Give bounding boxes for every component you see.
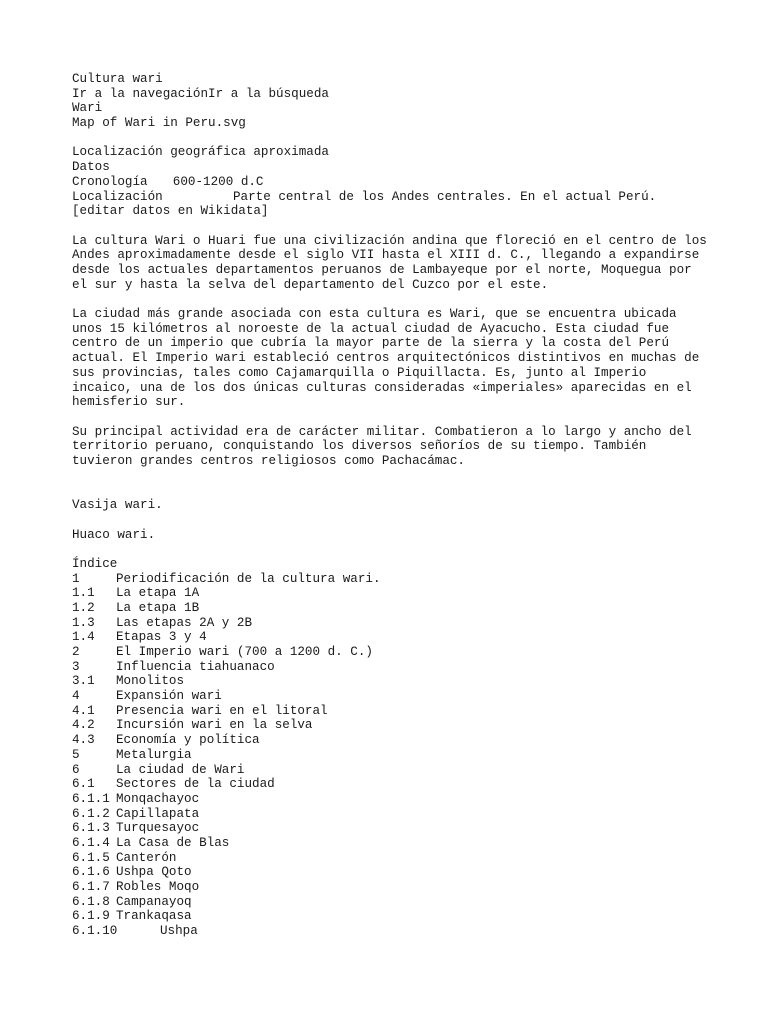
toc-item[interactable]	[72, 851, 712, 866]
toc-item-label[interactable]: Turquesayoc	[116, 821, 200, 836]
toc-item-label[interactable]: Monqachayoc	[116, 791, 200, 806]
toc-item-number: 1.4	[72, 630, 95, 645]
toc-item-number: 6.1.8	[72, 894, 110, 909]
toc-item-number: 4.1	[72, 703, 95, 718]
toc-item-number: 1.1	[72, 586, 95, 601]
toc-item-number: 6.1.3	[72, 821, 110, 836]
toc-item-label[interactable]: La ciudad de Wari	[116, 762, 245, 777]
toc-item[interactable]	[72, 777, 712, 792]
toc-item-label[interactable]: La etapa 1B	[116, 600, 200, 615]
toc-item[interactable]	[72, 880, 712, 895]
map-caption[interactable]: Map of Wari in Peru.svg	[72, 116, 246, 131]
toc-item-label[interactable]: Capillapata	[116, 806, 200, 821]
toc-item-number: 3	[72, 659, 80, 674]
toc-item-label[interactable]: Monolitos	[116, 674, 185, 689]
toc-item-label[interactable]: Ushpa Qoto	[116, 865, 192, 880]
chronology-row	[72, 175, 712, 190]
toc-item-label[interactable]: Presencia wari en el litoral	[116, 703, 328, 718]
chronology-label: Cronología	[72, 174, 148, 189]
toc-item[interactable]	[72, 586, 712, 601]
document-page	[72, 72, 712, 939]
toc-item[interactable]	[72, 689, 712, 704]
toc-item[interactable]	[72, 909, 712, 924]
toc-item-number: 5	[72, 747, 80, 762]
toc-item-number: 6.1.1	[72, 791, 110, 806]
edit-wikidata-link[interactable]: [editar datos en Wikidata]	[72, 204, 269, 219]
toc-item-number: 6.1.10	[72, 924, 118, 939]
toc-item-number: 6.1.4	[72, 835, 110, 850]
paragraph-city: La ciudad más grande asociada con esta cultura es Wari, que se encuentra ubicada unos 15 kilómetros al noroeste de la actual ciudad de Ayacucho. Esta ciudad fue centro de un imperio que cubría la mayor parte de la sierra y la costa del Perú actual. El Imperio wari estableció centros arquitectónicos distintivos en muchas de sus provincias, tales como Cajamarquilla o Piquillacta. Es, junto al Imperio incaico, una de los dos únicas culturas consideradas «imperiales» aparecidas en el hemisferio sur.	[72, 307, 700, 410]
toc-item-label[interactable]: Robles Moqo	[116, 880, 200, 895]
paragraph-military: Su principal actividad era de carácter militar. Combatieron a lo largo y ancho del territorio peruano, conquistando los diversos señoríos de su tiempo. También tuvieron grandes centros religiosos como Pachacámac.	[72, 424, 692, 469]
toc-item-label[interactable]: Influencia tiahuanaco	[116, 659, 275, 674]
article-title: Cultura wari	[72, 72, 163, 86]
toc-item[interactable]	[72, 895, 712, 910]
location-label: Localización	[72, 189, 163, 204]
toc-item[interactable]	[72, 763, 712, 778]
toc-item[interactable]	[72, 704, 712, 719]
toc-item-label[interactable]: Expansión wari	[116, 689, 222, 704]
toc-item-label[interactable]: Sectores de la ciudad	[116, 777, 275, 792]
toc-list	[72, 572, 712, 939]
location-value: Parte central de los Andes centrales. En el actual Perú.	[233, 189, 657, 204]
toc-item-number: 6.1.6	[72, 865, 110, 880]
toc-item-label[interactable]: Trankaqasa	[116, 909, 192, 924]
infobox-section: Datos	[72, 160, 110, 175]
toc-item-number: 6	[72, 762, 80, 777]
toc-item[interactable]	[72, 645, 712, 660]
toc-item-label[interactable]: El Imperio wari (700 a 1200 d. C.)	[116, 645, 373, 660]
paragraph-intro: La cultura Wari o Huari fue una civilización andina que floreció en el centro de los Andes aproximadamente desde el siglo VII hasta el XIII d. C., llegando a expandirse desde los actuales departamentos peruanos de Lambayeque por el norte, Moquegua por el sur y hasta la selva del departamento del Cuzco por el este.	[72, 233, 707, 292]
toc-item[interactable]	[72, 792, 712, 807]
location-caption: Localización geográfica aproximada	[72, 145, 329, 160]
toc-item-number: 3.1	[72, 674, 95, 689]
toc-item-number: 2	[72, 645, 80, 660]
toc-item-number: 6.1.5	[72, 850, 110, 865]
toc-item-number: 4.3	[72, 733, 95, 748]
toc-item-number: 6.1.9	[72, 909, 110, 924]
toc-item[interactable]	[72, 601, 712, 616]
toc-item-number: 6.1.2	[72, 806, 110, 821]
toc-item-label[interactable]: Incursión wari en la selva	[116, 718, 313, 733]
toc-item-label[interactable]: Metalurgia	[116, 747, 192, 762]
toc-item[interactable]	[72, 718, 712, 733]
toc-item-label[interactable]: Canterón	[116, 850, 177, 865]
toc-title: Índice	[72, 556, 118, 571]
toc-item[interactable]	[72, 821, 712, 836]
toc-item-number: 1.2	[72, 600, 95, 615]
chronology-value: 600-1200 d.C	[172, 174, 264, 189]
toc-item-number: 6.1	[72, 777, 95, 792]
toc-item[interactable]	[72, 733, 712, 748]
toc-item-label[interactable]: La Casa de Blas	[116, 835, 230, 850]
toc-item-number: 4.2	[72, 718, 95, 733]
location-row	[72, 190, 712, 205]
toc-item-number: 1.3	[72, 615, 95, 630]
toc-item-label[interactable]: Las etapas 2A y 2B	[116, 615, 253, 630]
toc-item-label[interactable]: Economía y política	[116, 733, 260, 748]
toc-item-label[interactable]: Campanayoq	[116, 894, 192, 909]
toc-item-label[interactable]: Ushpa	[160, 924, 198, 939]
skip-links[interactable]: Ir a la navegaciónIr a la búsqueda	[72, 86, 329, 101]
toc-item-label[interactable]: Periodificación de la cultura wari.	[116, 571, 381, 586]
infobox-subject: Wari	[72, 101, 103, 116]
toc-item[interactable]	[72, 660, 712, 675]
toc-item[interactable]	[72, 807, 712, 822]
toc-item[interactable]	[72, 630, 712, 645]
toc-item[interactable]	[72, 865, 712, 880]
toc-item-number: 4	[72, 689, 80, 704]
toc-item-label[interactable]: La etapa 1A	[116, 586, 200, 601]
toc-item-label[interactable]: Etapas 3 y 4	[116, 630, 207, 645]
toc-item[interactable]	[72, 674, 712, 689]
toc-item[interactable]	[72, 572, 712, 587]
toc-item-number: 1	[72, 571, 80, 586]
image-caption-huaco: Huaco wari.	[72, 527, 156, 542]
toc-item[interactable]	[72, 748, 712, 763]
image-caption-vasija: Vasija wari.	[72, 498, 163, 513]
toc-item[interactable]	[72, 836, 712, 851]
toc-item[interactable]	[72, 616, 712, 631]
toc-item-number: 6.1.7	[72, 880, 110, 895]
toc-item[interactable]	[72, 924, 712, 939]
